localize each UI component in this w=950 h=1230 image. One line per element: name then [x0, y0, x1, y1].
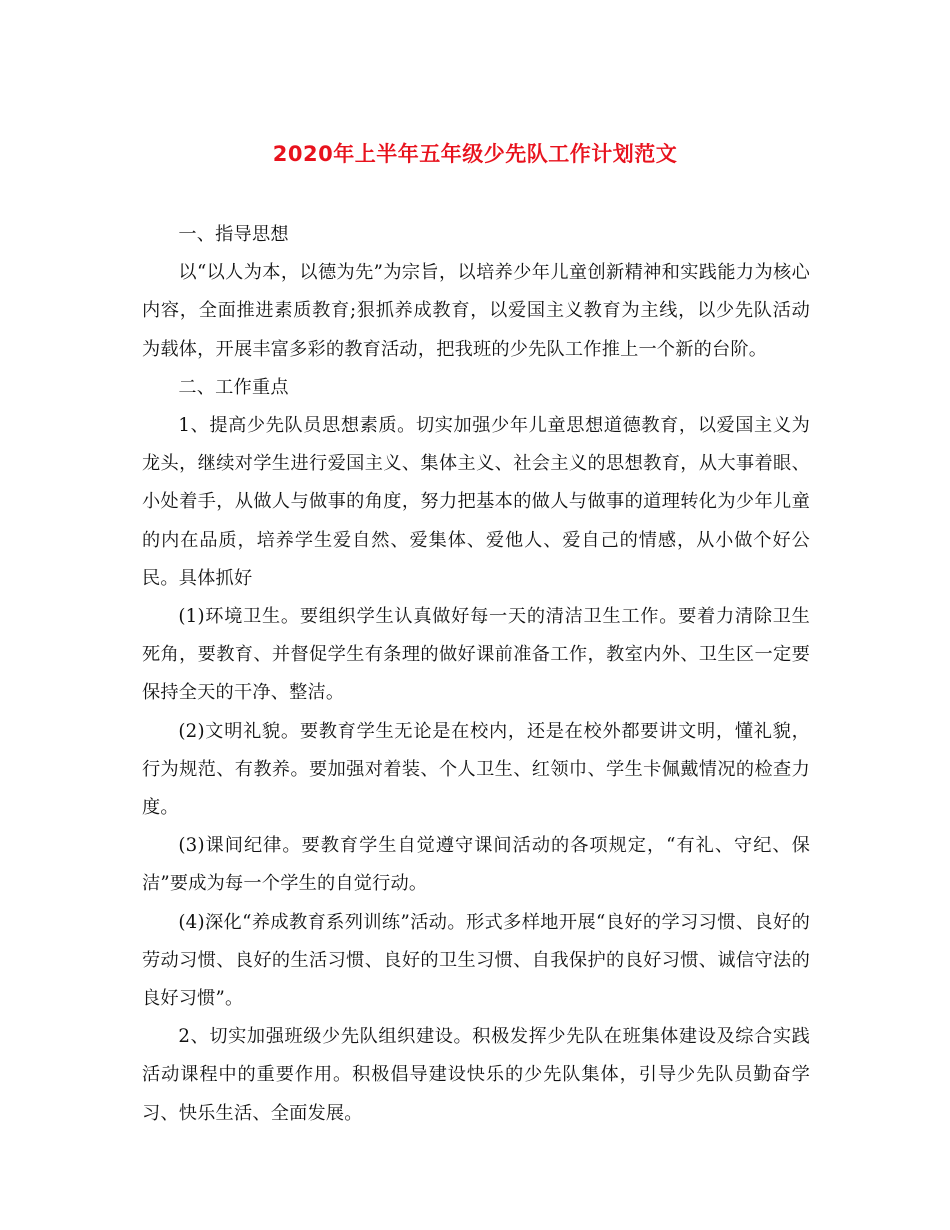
- paragraph-focus-2: 2、切实加强班级少先队组织建设。积极发挥少先队在班集体建设及综合实践活动课程中的重要作用。积极倡导建设快乐的少先队集体，引导少先队员勤奋学习、快乐生活、全面发展。: [142, 1026, 810, 1124]
- paragraph-item-environment: (1)环境卫生。要组织学生认真做好每一天的清洁卫生工作。要着力清除卫生死角，要教育、并督促学生有条理的做好课前准备工作，教室内外、卫生区一定要保持全天的干净、整洁。: [142, 606, 810, 704]
- section-heading-guiding-ideology: 一、指导思想: [178, 224, 289, 245]
- paragraph-focus-1: 1、提高少先队员思想素质。切实加强少年儿童思想道德教育，以爱国主义为龙头，继续对学生进行爱国主义、集体主义、社会主义的思想教育，从大事着眼、小处着手，从做人与做事的角度，努力把基本的做人与做事的道理转化为少年儿童的内在品质，培养学生爱自然、爱集体、爱他人、爱自己的情感，从小做个好公民。具体抓好: [142, 415, 810, 589]
- paragraph-item-habits: (4)深化“养成教育系列训练”活动。形式多样地开展“良好的学习习惯、良好的劳动习惯、良好的生活习惯、良好的卫生习惯、自我保护的良好习惯、诚信守法的良好习惯”。: [142, 911, 810, 1010]
- section-heading-work-focus: 二、工作重点: [178, 376, 289, 398]
- document-title: 2020年上半年五年级少先队工作计划范文: [272, 142, 678, 166]
- paragraph-item-manners: (2)文明礼貌。要教育学生无论是在校内，还是在校外都要讲文明，懂礼貌，行为规范、有教养。要加强对着装、个人卫生、红领巾、学生卡佩戴情况的检查力度。: [142, 720, 810, 819]
- paragraph-item-discipline: (3)课间纪律。要教育学生自觉遵守课间活动的各项规定，“有礼、守纪、保洁”要成为每一个学生的自觉行动。: [142, 835, 810, 895]
- document-body: [142, 216, 810, 1133]
- paragraph-guiding-ideology: 以“以人为本，以德为先”为宗旨，以培养少年儿童创新精神和实践能力为核心内容，全面推进素质教育;狠抓养成教育，以爱国主义教育为主线，以少先队活动为载体，开展丰富多彩的教育活动，把我班的少先队工作推上一个新的台阶。: [142, 262, 810, 360]
